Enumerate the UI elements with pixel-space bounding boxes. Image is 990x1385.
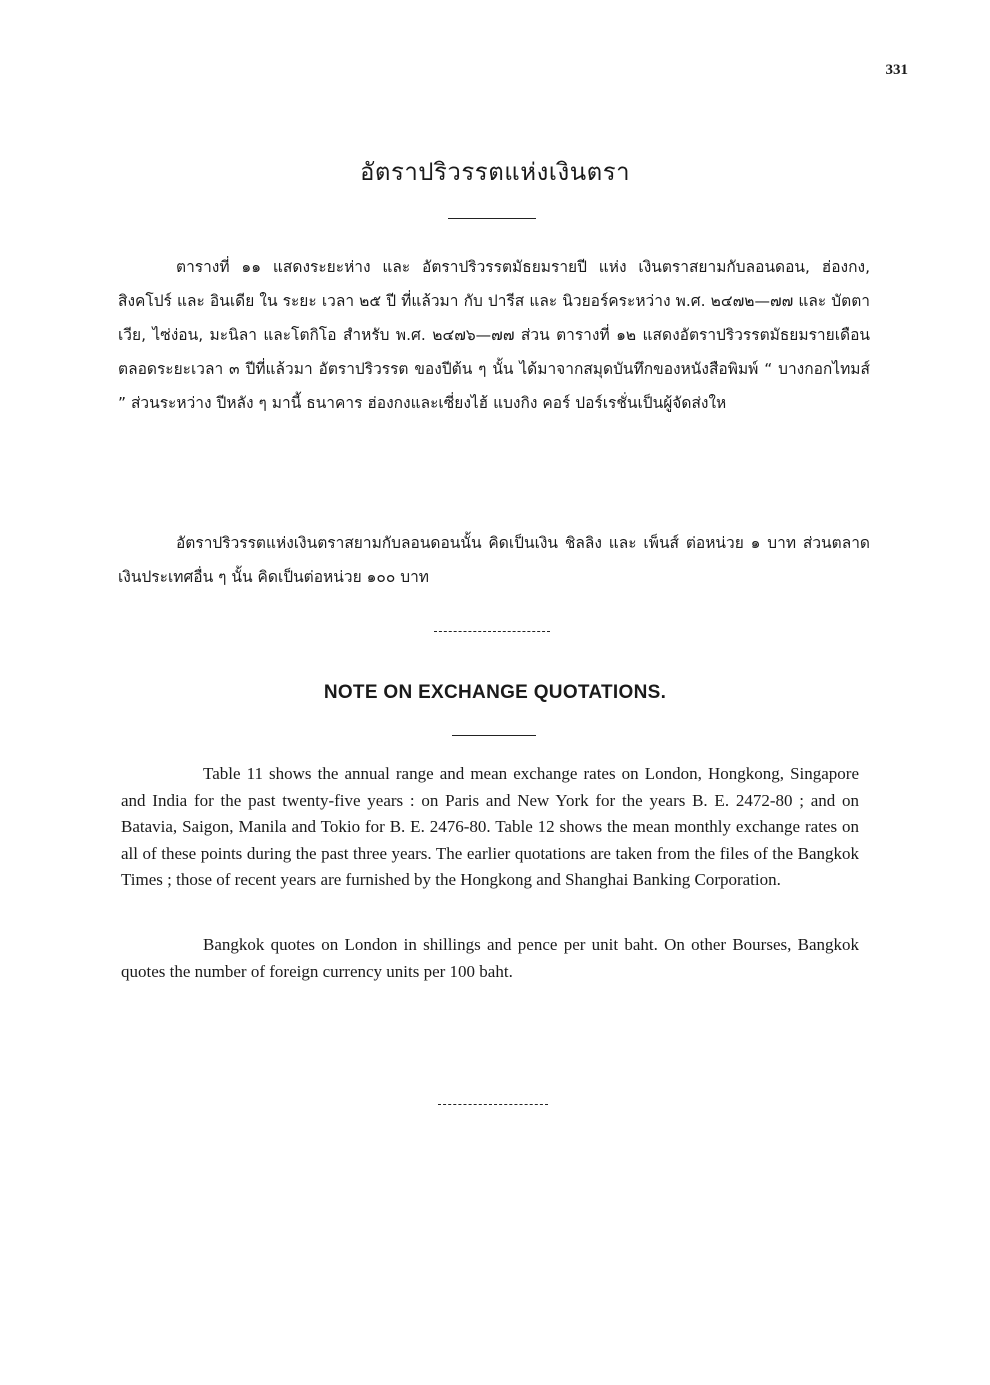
- english-section-title: NOTE ON EXCHANGE QUOTATIONS.: [323, 682, 667, 703]
- thai-section-title: อัตราปริวรรตแห่งเงินตรา: [359, 158, 631, 186]
- thai-paragraph-1: ตารางที่ ๑๑ แสดงระยะห่าง และ อัตราปริวรรตมัธยมรายปี แห่ง เงินตราสยามกับลอนดอน, ฮ่องกง, สิงคโปร์ และ อินเดีย ใน ระยะ เวลา ๒๕ ปี ที่แล้วมา กับ ปารีส และ นิวยอร์คระหว่าง พ.ศ. ๒๔๗๒—๗๗ และ บัตตาเวีย, ไซ่ง่อน, มะนิลา และโตกิโอ สำหรับ พ.ศ. ๒๔๗๖—๗๗ ส่วน ตารางที่ ๑๒ แสดงอัตราปริวรรตมัธยมรายเดือนตลอดระยะเวลา ๓ ปีที่แล้วมา อัตราปริวรรต ของปีต้น ๆ นั้น ได้มาจากสมุดบันทึกของหนังสือพิมพ์ “ บางกอกไทมส์ ” ส่วนระหว่าง ปีหลัง ๆ มานี้ ธนาคาร ฮ่องกงและเซี่ยงไฮ้ แบงกิง คอร์ ปอร์เรชั่นเป็นผู้จัดส่งให: [118, 258, 870, 412]
- section-divider-rule: [434, 631, 550, 632]
- english-paragraph-1: Table 11 shows the annual range and mean exchange rates on London, Hongkong, Singapore and India for the past twenty-five years : on Paris and New York for the years B. E. 2472-80 ; and on Batavia, Saigon, Manila and Tokio for B. E. 2476-80. Table 12 shows the mean monthly exchange rates on all of these points during the past three years. The earlier quotations are taken from the files of the Bangkok Times ; those of recent years are furnished by the Hongkong and Shanghai Banking Corporation.: [121, 764, 859, 889]
- end-divider-rule: [438, 1104, 548, 1105]
- divider-rule: [452, 735, 536, 736]
- divider-rule: [448, 218, 536, 219]
- page-number: 331: [885, 62, 908, 78]
- english-paragraph-2: Bangkok quotes on London in shillings and pence per unit baht. On other Bourses, Bangkok quotes the number of foreign currency units per 100 baht.: [121, 935, 859, 981]
- thai-paragraph-2: อัตราปริวรรตแห่งเงินตราสยามกับลอนดอนนั้น คิดเป็นเงิน ชิลลิง และ เพ็นส์ ต่อหน่วย ๑ บาท ส่วนตลาดเงินประเทศอื่น ๆ นั้น คิดเป็นต่อหน่วย ๑๐๐ บาท: [118, 534, 870, 586]
